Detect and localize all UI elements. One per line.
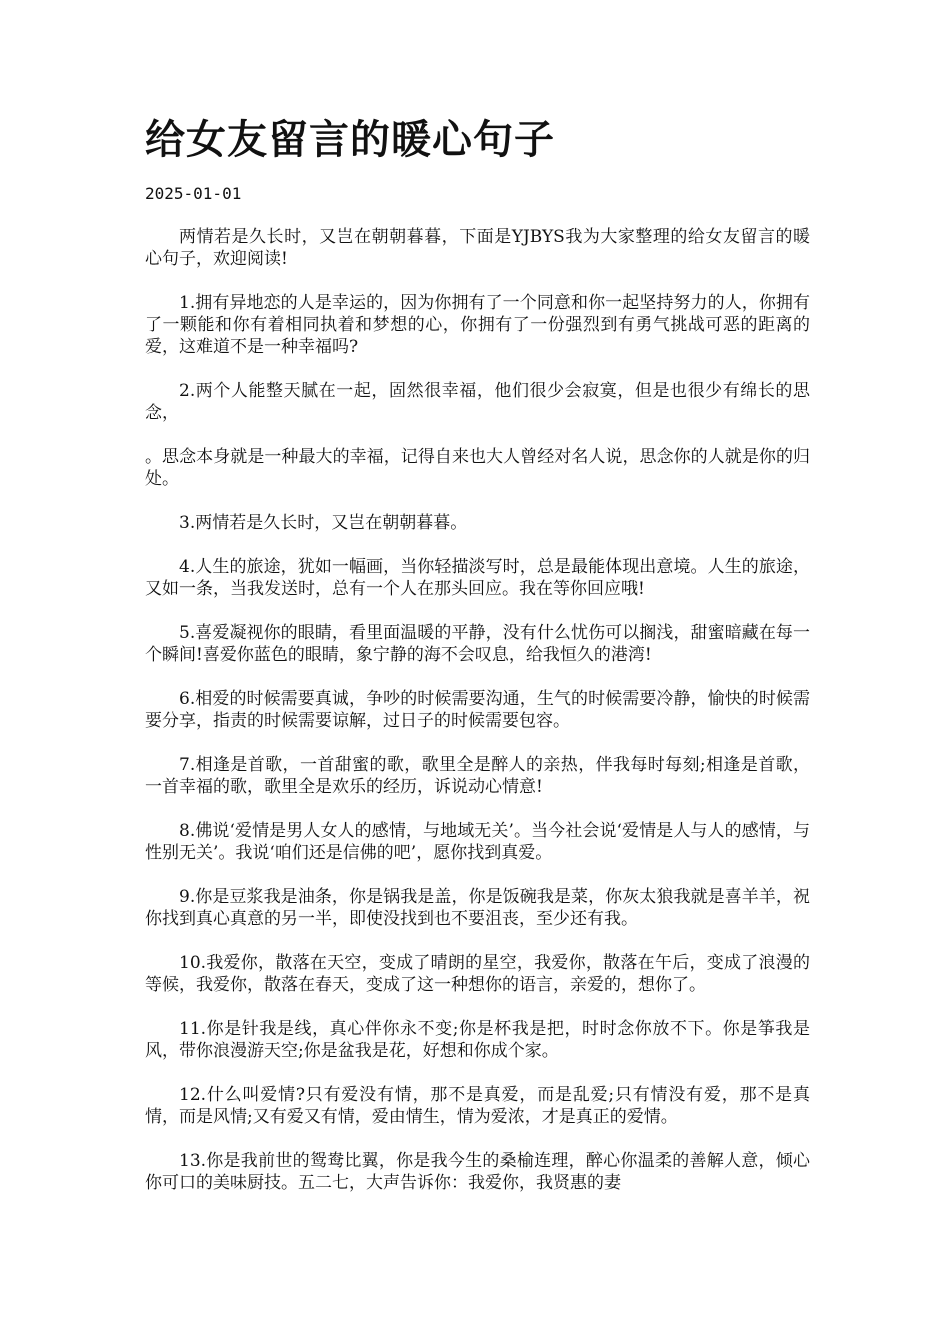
paragraph: 6.相爱的时候需要真诚，争吵的时候需要沟通，生气的时候需要冷静，愉快的时候需要分享，指责的时候需要谅解，过日子的时候需要包容。 [145, 689, 810, 731]
paragraph: 4.人生的旅途，犹如一幅画，当你轻描淡写时，总是最能体现出意境。人生的旅途，又如一条，当我发送时，总有一个人在那头回应。我在等你回应哦! [145, 557, 810, 599]
paragraph: 11.你是针我是线，真心伴你永不变;你是杯我是把，时时念你放不下。你是筝我是风，带你浪漫游天空;你是盆我是花，好想和你成个家。 [145, 1019, 810, 1061]
paragraph: 两情若是久长时，又岂在朝朝暮暮，下面是YJBYS我为大家整理的给女友留言的暖心句子，欢迎阅读! [145, 227, 810, 269]
paragraph: 9.你是豆浆我是油条，你是锅我是盖，你是饭碗我是菜，你灰太狼我就是喜羊羊，祝你找到真心真意的另一半，即使没找到也不要沮丧，至少还有我。 [145, 887, 810, 929]
paragraph: 7.相逢是首歌，一首甜蜜的歌，歌里全是醉人的亲热，伴我每时每刻;相逢是首歌，一首幸福的歌，歌里全是欢乐的经历，诉说动心情意! [145, 755, 810, 797]
paragraph: 2.两个人能整天腻在一起，固然很幸福，他们很少会寂寞，但是也很少有绵长的思念， [145, 381, 810, 423]
paragraph: 12.什么叫爱情?只有爱没有情，那不是真爱，而是乱爱;只有情没有爱，那不是真情，而是风情;又有爱又有情，爱由情生，情为爱浓，才是真正的爱情。 [145, 1085, 810, 1127]
paragraph: 8.佛说‘爱情是男人女人的感情，与地域无关’。当今社会说‘爱情是人与人的感情，与性别无关’。我说‘咱们还是信佛的吧’，愿你找到真爱。 [145, 821, 810, 863]
paragraph: 3.两情若是久长时，又岂在朝朝暮暮。 [179, 513, 468, 533]
paragraph: 5.喜爱凝视你的眼睛，看里面温暖的平静，没有什么忧伤可以搁浅，甜蜜暗藏在每一个瞬间!喜爱你蓝色的眼睛，象宁静的海不会叹息，给我恒久的港湾! [145, 623, 810, 665]
paragraph: 。思念本身就是一种最大的幸福，记得自来也大人曾经对名人说，思念你的人就是你的归处。 [145, 447, 810, 489]
page-title: 给女友留言的暖心句子 [145, 116, 555, 163]
article-body [145, 226, 810, 1194]
document-page [145, 110, 810, 1216]
paragraph: 13.你是我前世的鸳鸯比翼，你是我今生的桑榆连理，醉心你温柔的善解人意，倾心你可口的美味厨技。五二七，大声告诉你：我爱你，我贤惠的妻 [145, 1151, 810, 1193]
paragraph: 1.拥有异地恋的人是幸运的，因为你拥有了一个同意和你一起坚持努力的人，你拥有了一颗能和你有着相同执着和梦想的心，你拥有了一份强烈到有勇气挑战可恶的距离的爱，这难道不是一种幸福吗? [145, 293, 810, 357]
publish-date: 2025-01-01 [145, 184, 242, 203]
paragraph: 10.我爱你，散落在天空，变成了晴朗的星空，我爱你，散落在午后，变成了浪漫的等候，我爱你，散落在春天，变成了这一种想你的语言，亲爱的，想你了。 [145, 953, 810, 995]
